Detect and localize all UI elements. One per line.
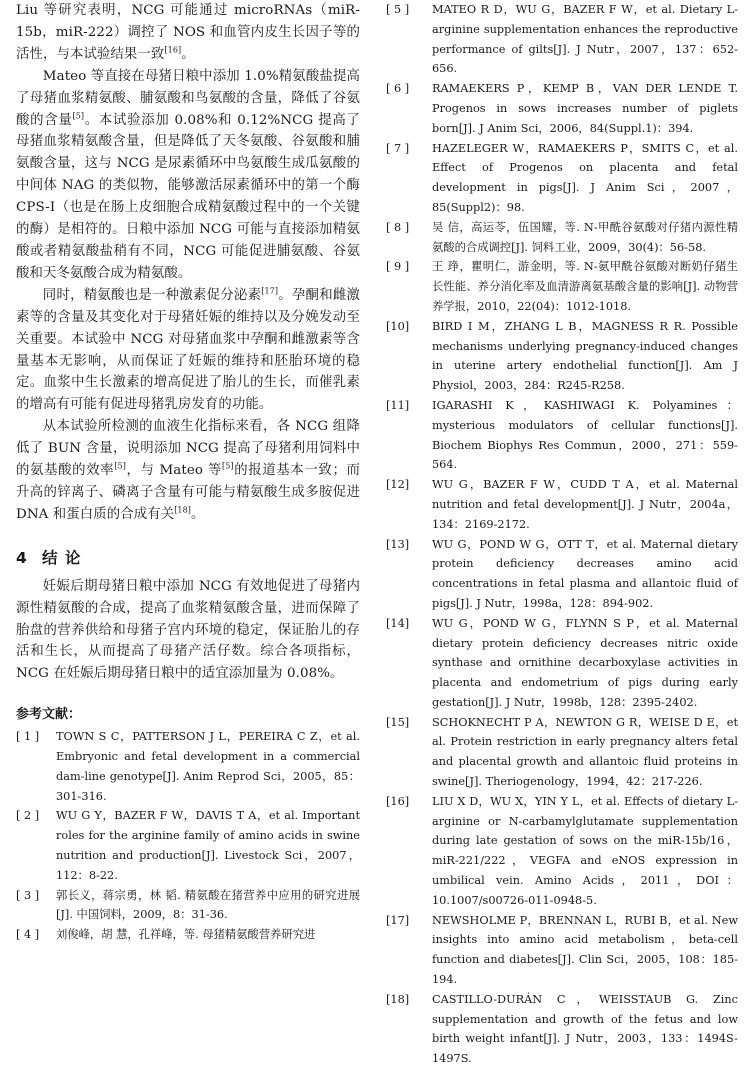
reference-item: [16, 886, 360, 926]
reference-number: [16]: [386, 794, 410, 808]
paragraph-text: 。孕酮和雌激素等的含量及其变化对于母猪妊娠的维持以及分娩发动至关重要。本试验中 NCG 对母猪血浆中孕酮和雌激素等含量基本无影响，从而保证了妊娠的维持和胚胎环境的稳定。血浆中生长激素的增高促进了胎儿的生长，而催乳素的增高有可能有促进母猪乳房发育的功能。: [16, 287, 360, 413]
reference-number: [ 7 ]: [386, 141, 410, 155]
reference-list: [16, 727, 360, 945]
reference-item: [16, 806, 360, 885]
reference-text: CASTILLO-DURÁN C，WEISSTAUB G. Zinc supplementation and growth of the fetus and low birth weight infant[J]. J Nutr，2003，133：1494S-1497S.: [432, 992, 738, 1066]
reference-text: MATEO R D，WU G，BAZER F W，et al. Dietary L-arginine supplementation enhances the reproductive performance of gilts[J]. J Nutr，2007，137：652-656.: [432, 3, 738, 76]
reference-text: BIRD I M，ZHANG L B，MAGNESS R R. Possible mechanisms underlying pregnancy-induced changes in uterine artery endothelial function[J]. Am J Physiol，2003，284：R245-R258.: [432, 319, 738, 393]
paragraph-text: 的报道基本一致；而升高的锌离子、磷离子含量有可能与精氨酸生成多胺促进 DNA 和蛋白质的合成有关: [16, 463, 361, 522]
reference-item: [386, 990, 738, 1069]
reference-text: SCHOKNECHT P A，NEWTON G R，WEISE D E，et al. Protein restriction in early pregnancy alters fetal and placental growth and allantoic fluid proteins in swine[J]. Theriogenology，1994，42：217-226.: [432, 715, 738, 789]
reference-text: WU G，BAZER F W，CUDD T A，et al. Maternal nutrition and fetal development[J]. J Nutr，2004a，134：2169-2172.: [432, 478, 738, 531]
reference-item: [386, 911, 738, 990]
reference-item: [386, 79, 738, 138]
citation-mark[interactable]: [18]: [174, 505, 192, 515]
reference-item: [386, 713, 738, 792]
left-column: [16, 0, 360, 945]
reference-number: [12]: [386, 478, 410, 492]
reference-item: [386, 475, 738, 534]
reference-text: NEWSHOLME P，BRENNAN L，RUBI B，et al. New insights into amino acid metabolism，beta-cell function and diabetes[J]. Clin Sci，2005，108：185-194.: [432, 913, 738, 987]
paragraph-text: 。本试验添加 0.08%和 0.12%NCG 提高了母猪血浆精氨酸含量，但是降低了天冬氨酸、谷氨酸和脯氨酸含量，这与 NCG 是尿素循环中鸟氨酸生成瓜氨酸的中间体 NAG 的类似物，能够激活尿素循环中的第一个酶 CPS-I（也是在肠上皮细胞合成精氨酸过程中的一个关键的酶）是相符的。日粮中添加 NCG 可能与直接添加精氨酸或者精氨酸盐稍有不同，NCG 可能促进脯氨酸、谷氨酸和天冬氨酸合成为精氨酸。: [16, 112, 360, 281]
paragraph-text: 。: [191, 506, 205, 522]
reference-number: [17]: [386, 913, 410, 927]
paragraph-hormone: [16, 285, 360, 416]
paragraph-text: Liu 等研究表明，NCG 可能通过 microRNAs（miR-15b，miR-222）调控了 NOS 和血管内皮生长因子等的活性，与本试验结果一致: [16, 3, 360, 62]
reference-item: [386, 218, 738, 258]
section-title: 结 论: [42, 548, 82, 567]
paragraph-text: 从本试验所检测的血液生化指标来看，各 NCG 组降低了 BUN 含量，说明添加 NCG 提高了母猪利用饲料中的氨基酸的效率: [16, 419, 360, 479]
reference-text: WU G，POND W G，OTT T，et al. Maternal dietary protein deficiency decreases amino acid concentrations in fetal plasma and allantoic fluid of pigs[J]. J Nutr，1998a，128：894-902.: [432, 537, 738, 610]
reference-number: [18]: [386, 992, 410, 1006]
reference-text: 郭长义，蒋宗勇，林 韬. 精氨酸在猪营养中应用的研究进展[J]. 中国饲料，2009，8：31-36.: [56, 888, 360, 922]
reference-item: [16, 925, 360, 945]
reference-text: 吴 信，高运苓，伍国耀，等. N-甲酰谷氨酸对仔猪内源性精氨酸的合成调控[J]. 饲料工业，2009，30(4)：56-58.: [432, 220, 738, 254]
reference-item: [386, 396, 738, 475]
reference-text: HAZELEGER W，RAMAEKERS P，SMITS C，et al. Effect of Progenos on placenta and fetal development in pigs[J]. J Anim Sci，2007，85(Suppl2)：98.: [432, 141, 738, 214]
reference-item: [16, 727, 360, 806]
reference-text: 王 琤，瞿明仁，游金明，等. N-氨甲酰谷氨酸对断奶仔猪生长性能、养分消化率及血清游离氨基酸含量的影响[J]. 动物营养学报，2010，22(04)：1012-1018.: [432, 260, 738, 313]
reference-item: [386, 535, 738, 614]
reference-list: [386, 0, 738, 1069]
reference-text: LIU X D，WU X，YIN Y L，et al. Effects of dietary L-arginine or N-carbamylglutamate supplementation during late gestation of sows on the miR-15b/16，miR-221/222，VEGFA and eNOS expression in umbilical vein. Amino Acids，2011，DOI：10.1007/s00726-011-0948-5.: [432, 794, 738, 907]
references-heading: 参考文献：: [16, 707, 82, 723]
reference-number: [ 8 ]: [386, 220, 410, 234]
paragraph-text: ，与 Mateo 等: [125, 463, 222, 479]
reference-number: [ 2 ]: [16, 809, 40, 823]
citation-mark[interactable]: [5]: [222, 461, 234, 471]
citation-mark[interactable]: [17]: [261, 286, 279, 296]
section-number: 4: [16, 548, 28, 567]
reference-item: [386, 317, 738, 396]
paragraph-liu: [16, 0, 360, 66]
paragraph-text: 同时，精氨酸也是一种激素促分泌素: [42, 287, 262, 303]
reference-number: [ 1 ]: [16, 730, 40, 744]
paragraph-text: 妊娠后期母猪日粮中添加 NCG 有效地促进了母猪内源性精氨酸的合成，提高了血浆精氨酸含量，进而保障了胎盘的营养供给和母猪子宫内环境的稳定，保证胎儿的存活和生长，从而提高了母猪产活仔数。综合各项指标，NCG 在妊娠后期母猪日粮中的适宜添加量为 0.08%。: [16, 578, 360, 682]
paragraph-text: Mateo 等直接在母猪日粮中添加 1.0%精氨酸盐提高了母猪血浆精氨酸、脯氨酸和鸟氨酸的含量，降低了谷氨酸的含量: [16, 68, 360, 128]
reference-number: [15]: [386, 715, 410, 729]
reference-number: [10]: [386, 319, 410, 333]
reference-number: [ 4 ]: [16, 928, 40, 942]
paragraph-biochem: [16, 416, 360, 526]
reference-item: [386, 139, 738, 218]
reference-item: [386, 792, 738, 911]
reference-text: WU G Y，BAZER F W，DAVIS T A，et al. Important roles for the arginine family of amino acids in swine nutrition and production[J]. Livestock Sci，2007，112：8-22.: [56, 809, 360, 882]
reference-number: [14]: [386, 616, 410, 630]
section-heading-conclusion: [16, 546, 360, 568]
reference-number: [ 3 ]: [16, 888, 40, 902]
reference-item: [386, 257, 738, 316]
reference-text: RAMAEKERS P，KEMP B，VAN DER LENDE T. Progenos in sows increases number of piglets born[J]. J Anim Sci，2006，84(Suppl.1)：394.: [432, 82, 738, 135]
reference-number: [11]: [386, 398, 410, 412]
citation-mark[interactable]: [5]: [72, 111, 85, 121]
citation-mark[interactable]: [5]: [114, 461, 126, 471]
reference-item: [386, 0, 738, 79]
reference-text: WU G，POND W G，FLYNN S P，et al. Maternal dietary protein deficiency decreases nitric oxide synthase and ornithine decarboxylase activities in placenta and endometrium of pigs during early gestation[J]. J Nutr，1998b，128：2395-2402.: [432, 616, 738, 709]
reference-item: [386, 614, 738, 713]
paragraph-conclusion: [16, 576, 360, 686]
right-column: [386, 0, 738, 1069]
reference-text: IGARASHI K，KASHIWAGI K. Polyamines：mysterious modulators of cellular functions[J]. Biochem Biophys Res Commun，2000，271：559-564.: [432, 398, 738, 472]
reference-text: 刘俊峰，胡 慧，孔祥峰，等. 母猪精氨酸营养研究进: [56, 928, 316, 942]
reference-number: [ 9 ]: [386, 260, 410, 274]
paragraph-mateo: [16, 66, 360, 285]
citation-mark[interactable]: [16]: [164, 45, 182, 55]
reference-number: [ 6 ]: [386, 82, 410, 96]
reference-text: TOWN S C，PATTERSON J L，PEREIRA C Z，et al. Embryonic and fetal development in a commercial dam-line genotype[J]. Anim Reprod Sci，2005，85：301-316.: [56, 730, 360, 803]
reference-number: [13]: [386, 537, 410, 551]
reference-number: [ 5 ]: [386, 3, 410, 16]
paragraph-text: 。: [181, 46, 195, 62]
